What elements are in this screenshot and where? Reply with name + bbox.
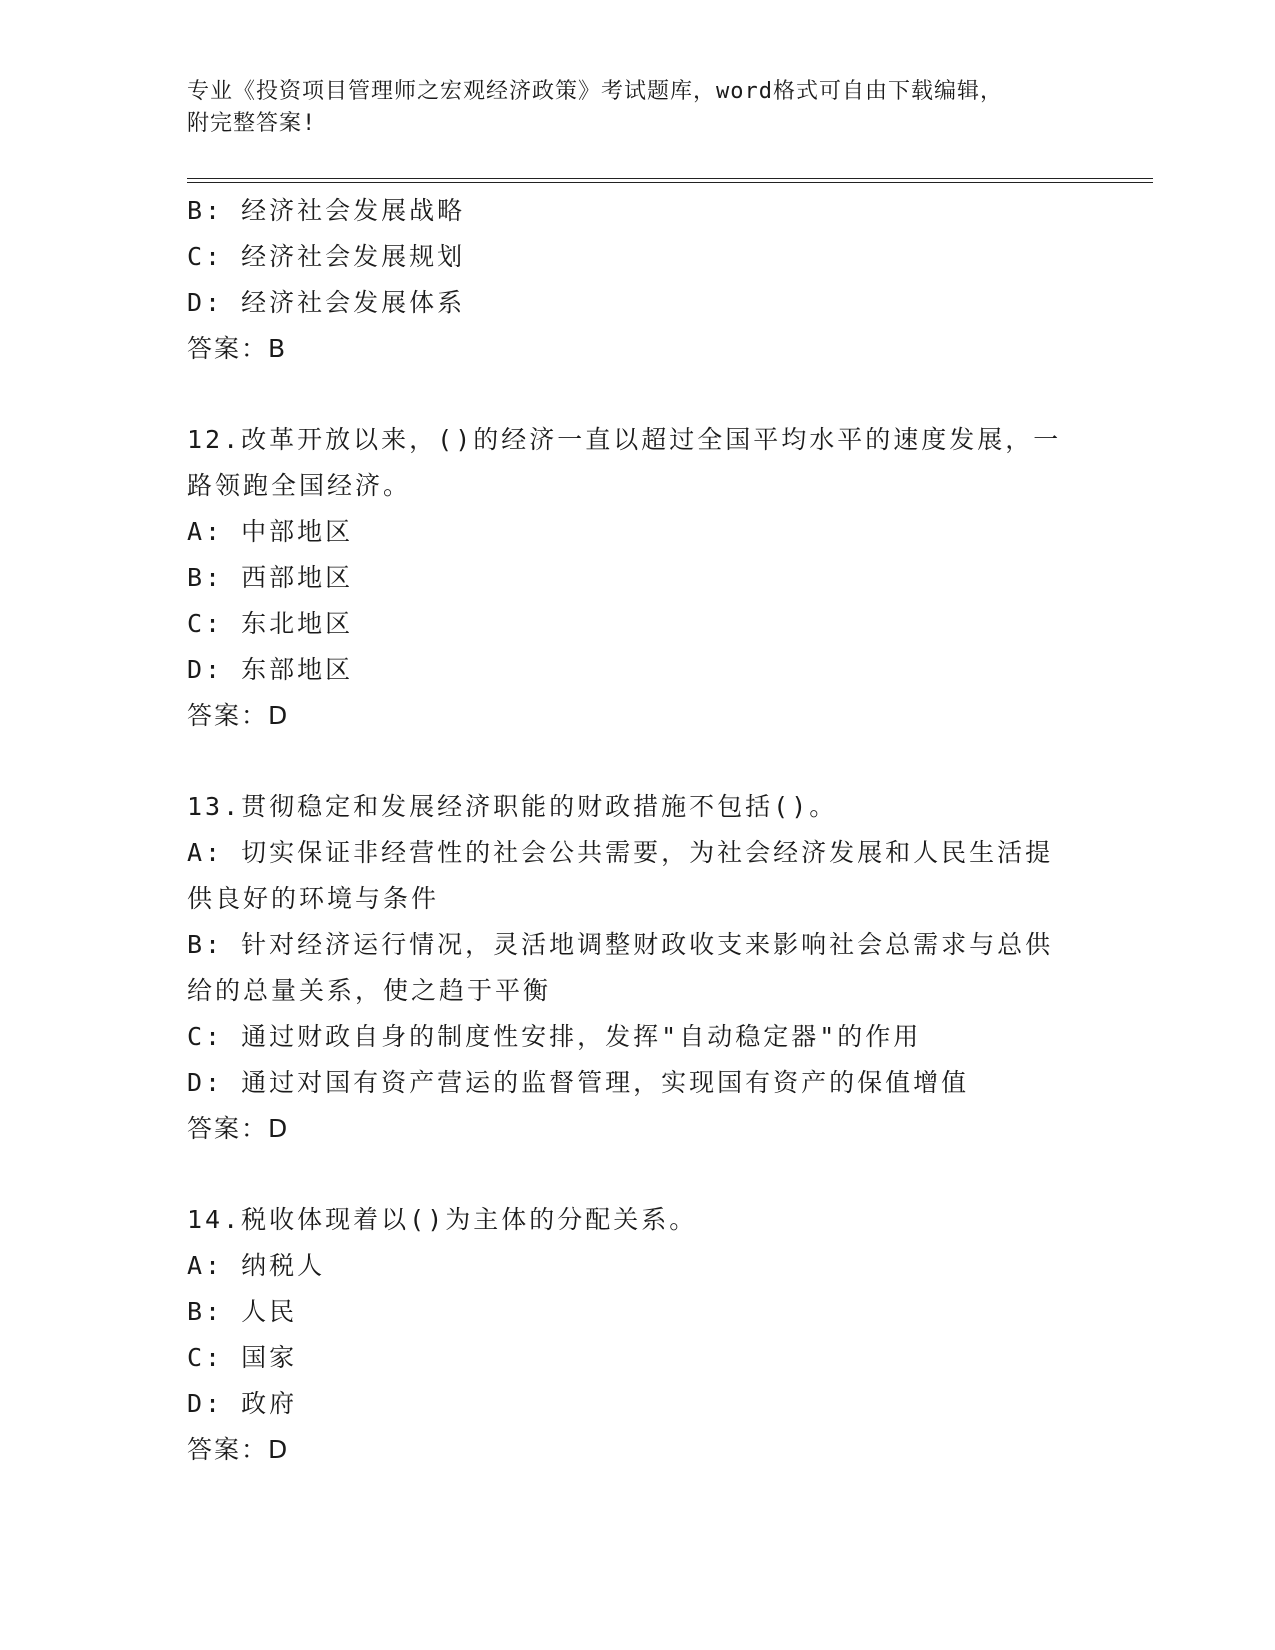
question-text: 12.改革开放以来，()的经济一直以超过全国平均水平的速度发展，一: [187, 425, 1062, 454]
header-divider-top: [187, 178, 1153, 179]
question-11-continuation: [187, 188, 1087, 372]
option-a-continued: 供良好的环境与条件: [187, 884, 440, 913]
option-c: C: 国家: [187, 1343, 298, 1372]
option-a: A: 中部地区: [187, 517, 354, 546]
document-header: [187, 76, 1087, 140]
option-d: D: 政府: [187, 1389, 298, 1418]
option-b: B: 针对经济运行情况，灵活地调整财政收支来影响社会总需求与总供: [187, 930, 1054, 959]
question-13: [187, 784, 1087, 1152]
option-b: B: 西部地区: [187, 563, 354, 592]
header-line-1: 专业《投资项目管理师之宏观经济政策》考试题库，word格式可自由下载编辑，: [187, 79, 1003, 104]
answer-label: 答案：D: [187, 1435, 290, 1464]
answer-label: 答案：B: [187, 334, 288, 363]
answer-label: 答案：D: [187, 701, 290, 730]
answer-label: 答案：D: [187, 1114, 290, 1143]
option-c: C: 东北地区: [187, 609, 354, 638]
option-d: D: 经济社会发展体系: [187, 288, 466, 317]
option-b: B: 人民: [187, 1297, 298, 1326]
question-text: 14.税收体现着以()为主体的分配关系。: [187, 1205, 698, 1234]
option-d: D: 东部地区: [187, 655, 354, 684]
option-c: C: 通过财政自身的制度性安排，发挥"自动稳定器"的作用: [187, 1022, 922, 1051]
option-b: B: 经济社会发展战略: [187, 196, 466, 225]
question-text: 路领跑全国经济。: [187, 471, 412, 500]
question-list: [187, 188, 1087, 1473]
option-b-continued: 给的总量关系，使之趋于平衡: [187, 976, 552, 1005]
option-d: D: 通过对国有资产营运的监督管理，实现国有资产的保值增值: [187, 1068, 970, 1097]
question-12: [187, 417, 1087, 739]
header-line-2: 附完整答案!: [187, 111, 317, 136]
option-a: A: 纳税人: [187, 1251, 326, 1280]
header-divider-bottom: [187, 182, 1153, 183]
option-c: C: 经济社会发展规划: [187, 242, 466, 271]
question-14: [187, 1197, 1087, 1473]
question-text: 13.贯彻稳定和发展经济职能的财政措施不包括()。: [187, 792, 838, 821]
option-a: A: 切实保证非经营性的社会公共需要，为社会经济发展和人民生活提: [187, 838, 1054, 867]
